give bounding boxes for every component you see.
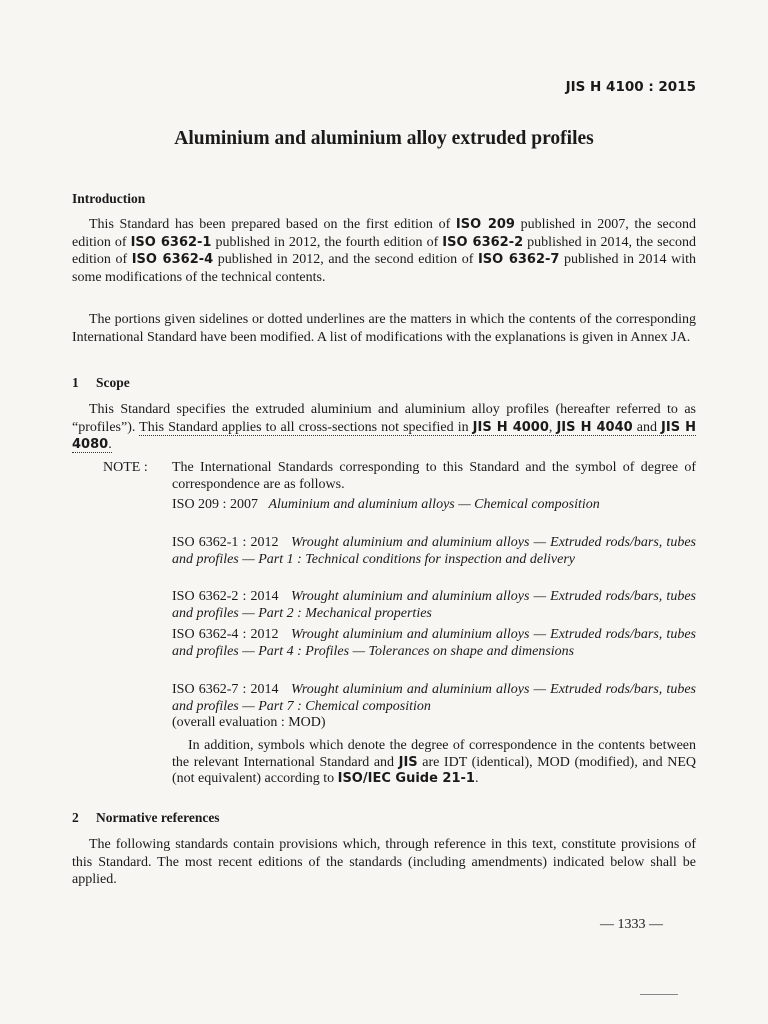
bottom-rule xyxy=(640,994,678,995)
modified-text-underline: This Standard applies to all cross-sections not specified in JIS H 4000, JIS H 4040 and JIS H 4080. xyxy=(72,419,697,452)
normative-references-heading: 2 Normative references xyxy=(72,810,220,825)
page-title: Aluminium and aluminium alloy extruded profiles xyxy=(174,128,594,149)
scope-heading: 1 Scope xyxy=(72,375,130,390)
normative-references-paragraph: The following standards contain provisions which, through reference in this text, constitute provisions of this Standard. The most recent editions of the standards (including amendments) indicated below shall be applied. xyxy=(72,837,696,887)
reference-iso-209: ISO 209 : 2007 Aluminium and aluminium alloys — Chemical composition xyxy=(172,497,600,512)
correspondence-symbols-paragraph: In addition, symbols which denote the degree of correspondence in the contents between the relevant International Standard and JIS are IDT (identical), MOD (modified), and NEQ (not equivalent) according to ISO/IEC Guide 21-1. xyxy=(172,738,696,786)
reference-iso-6362-7: ISO 6362-7 : 2014 Wrought aluminium and aluminium alloys — Extruded rods/bars, tubes and profiles — Part 7 : Chemical composition (overall evaluation : MOD) xyxy=(172,682,696,730)
scope-paragraph: This Standard specifies the extruded aluminium and aluminium alloy profiles (hereafter referred to as “profiles”). This Standard applies to all cross-sections not specified in JIS H 4000, JIS H 4040 and JIS H 4080. xyxy=(72,402,697,452)
note-label: NOTE : xyxy=(103,460,148,475)
standard-number: JIS H 4100 : 2015 xyxy=(565,79,696,95)
reference-iso-6362-4: ISO 6362-4 : 2012 Wrought aluminium and aluminium alloys — Extruded rods/bars, tubes and profiles — Part 4 : Profiles — Tolerances on shape and dimensions xyxy=(172,627,696,659)
page-number: — 1333 — xyxy=(600,917,663,932)
note-intro: The International Standards corresponding to this Standard and the symbol of degree of correspondence are as follows. xyxy=(172,460,696,492)
reference-iso-6362-1: ISO 6362-1 : 2012 Wrought aluminium and aluminium alloys — Extruded rods/bars, tubes and profiles — Part 1 : Technical conditions for inspection and delivery xyxy=(172,535,696,567)
introduction-paragraph-1: This Standard has been prepared based on the first edition of ISO 209 published in 2007, the second edition of ISO 6362-1 published in 2012, the fourth edition of ISO 6362-2 published in 2014, the second edition of ISO 6362-4 published in 2012, and the second edition of ISO 6362-7 published in 2014 with some modifications of the technical contents. xyxy=(72,217,697,285)
introduction-heading: Introduction xyxy=(72,191,146,206)
reference-iso-6362-2: ISO 6362-2 : 2014 Wrought aluminium and aluminium alloys — Extruded rods/bars, tubes and profiles — Part 2 : Mechanical properties xyxy=(172,589,696,621)
introduction-paragraph-2: The portions given sidelines or dotted underlines are the matters in which the contents of the corresponding International Standard have been modified. A list of modifications with the explanations is given in Annex JA. xyxy=(72,312,696,345)
